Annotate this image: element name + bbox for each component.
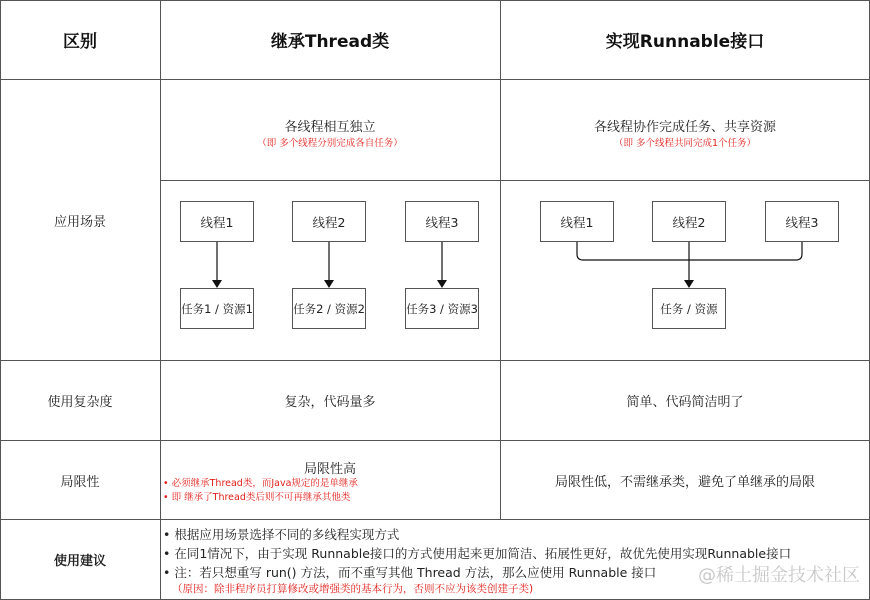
runnable-complexity-text: 简单、代码简洁明了 <box>626 395 744 410</box>
row-label-complexity: 使用复杂度 <box>47 395 113 410</box>
header-cell-diff: 区别 <box>63 32 97 52</box>
thread-complexity-text: 复杂，代码量多 <box>284 395 376 410</box>
arrow-thread-1 <box>212 242 222 288</box>
thread-box-2: 线程2 <box>292 201 366 242</box>
row-label-scenario: 应用场景 <box>53 214 106 230</box>
thread-box-1: 线程1 <box>180 201 254 242</box>
arrow-thread-3 <box>437 242 447 288</box>
header-cell-thread: 继承Thread类 <box>270 32 390 52</box>
task-box-3: 任务3 / 资源3 <box>405 288 479 329</box>
thread-box-3: 线程3 <box>405 201 479 242</box>
runnable-thread-box-1: 线程1 <box>540 201 614 242</box>
row-label-limitation: 局限性 <box>60 474 100 490</box>
thread-scenario-note: （即 多个线程分别完成各自任务） <box>257 138 403 149</box>
advice-line-2: • 在同1情况下，由于实现 Runnable接口的方式使用起来更加简洁、拓展性更好，故优先使用实现Runnable接口 <box>163 546 792 561</box>
runnable-scenario-note: （即 多个线程共同完成1个任务） <box>613 138 757 149</box>
runnable-scenario-text: 各线程协作完成任务、共享资源 <box>593 120 776 135</box>
task-box-1: 任务1 / 资源1 <box>180 288 254 329</box>
header-cell-runnable: 实现Runnable接口 <box>605 32 765 52</box>
advice-line-3: • 注：若只想重写 run() 方法，而不重写其他 Thread 方法，那么应使用 Runnable 接口 <box>163 565 657 580</box>
runnable-task-box: 任务 / 资源 <box>652 288 726 329</box>
advice-line-1: • 根据应用场景选择不同的多线程实现方式 <box>163 527 400 542</box>
row-label-advice: 使用建议 <box>53 554 106 569</box>
arrow-thread-2 <box>324 242 334 288</box>
watermark: @稀土掘金技术社区 <box>698 565 860 586</box>
runnable-limitation-text: 局限性低，不需继承类，避免了单继承的局限 <box>554 474 815 490</box>
advice-line-4: （原因：除非程序员打算修改或增强类的基本行为，否则不应为该类创建子类) <box>172 583 534 595</box>
thread-limitation-text: 局限性高 <box>303 462 356 477</box>
runnable-connector <box>577 242 802 288</box>
thread-limitation-note-1: • 必须继承Thread类，而Java规定的是单继承 <box>163 478 358 489</box>
runnable-thread-box-3: 线程3 <box>765 201 839 242</box>
thread-scenario-text: 各线程相互独立 <box>284 120 376 135</box>
thread-limitation-note-2: • 即 继承了Thread类后则不可再继承其他类 <box>163 492 351 503</box>
runnable-thread-box-2: 线程2 <box>652 201 726 242</box>
task-box-2: 任务2 / 资源2 <box>292 288 366 329</box>
